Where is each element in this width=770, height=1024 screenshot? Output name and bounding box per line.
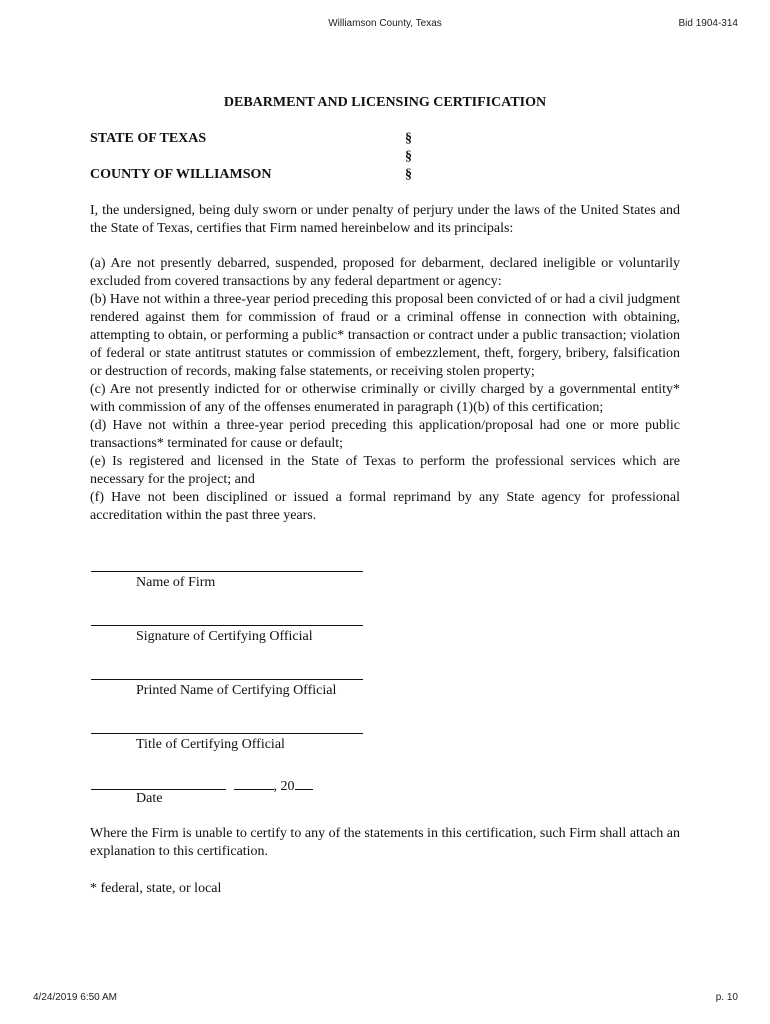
footer-page-number: p. 10 (715, 992, 738, 1003)
date-day-blank[interactable] (234, 781, 274, 790)
venue-state: STATE OF TEXAS (90, 131, 207, 146)
item-a: (a) Are not presently debarred, suspended, proposed for debarment, declared ineligible or voluntarily excluded from covered transactions by any federal department or agency: (90, 256, 680, 289)
venue-row-county (90, 166, 680, 184)
section-mark: § (405, 167, 412, 182)
footer-timestamp: 4/24/2019 6:50 AM (33, 992, 117, 1003)
section-mark: § (405, 149, 412, 164)
date-year-blank[interactable] (295, 781, 313, 790)
header-county: Williamson County, Texas (328, 18, 442, 29)
printed-name-label: Printed Name of Certifying Official (136, 683, 337, 698)
item-b: (b) Have not within a three-year period preceding this proposal been convicted of or had a civil judgment rendered against them for commission of fraud or a criminal offense in connection with obtaining, attempting to obtain, or performing a public* transaction or contract under a public transaction; violation of federal or state antitrust statutes or commission of embezzlement, theft, forgery, bribery, falsification or destruction of records, making false statements, or receiving stolen property; (90, 292, 680, 379)
footnote: * federal, state, or local (90, 881, 222, 896)
venue-county: COUNTY OF WILLIAMSON (90, 167, 272, 182)
signature-line[interactable] (91, 625, 363, 626)
firm-name-line[interactable] (91, 571, 363, 572)
official-title-line[interactable] (91, 733, 363, 734)
firm-name-label: Name of Firm (136, 575, 216, 590)
venue-block (90, 130, 680, 184)
closing-paragraph: Where the Firm is unable to certify to any of the statements in this certification, such Firm shall attach an explanation to this certification. (90, 826, 680, 859)
document-title: DEBARMENT AND LICENSING CERTIFICATION (223, 95, 547, 110)
item-e: (e) Is registered and licensed in the State of Texas to perform the professional services which are necessary for the project; and (90, 454, 680, 487)
date-label: Date (136, 791, 163, 806)
official-title-label: Title of Certifying Official (136, 737, 285, 752)
section-mark: § (405, 131, 412, 146)
date-month-blank[interactable] (91, 781, 226, 790)
date-line (91, 779, 313, 795)
signature-label: Signature of Certifying Official (136, 629, 313, 644)
header-bid-number: Bid 1904-314 (678, 18, 738, 29)
certification-items (90, 255, 680, 525)
item-f: (f) Have not been disciplined or issued a formal reprimand by any State agency for professional accreditation within the past three years. (90, 490, 680, 523)
venue-row-blank (90, 148, 680, 166)
item-d: (d) Have not within a three-year period preceding this application/proposal had one or more public transactions* terminated for cause or default; (90, 418, 680, 451)
printed-name-line[interactable] (91, 679, 363, 680)
venue-row-state (90, 130, 680, 148)
intro-paragraph: I, the undersigned, being duly sworn or under penalty of perjury under the laws of the United States and the State of Texas, certifies that Firm named hereinbelow and its principals: (90, 203, 680, 236)
item-c: (c) Are not presently indicted for or otherwise criminally or civilly charged by a governmental entity* with commission of any of the offenses enumerated in paragraph (1)(b) of this certification; (90, 382, 680, 415)
date-year-prefix: , 20 (273, 779, 295, 794)
